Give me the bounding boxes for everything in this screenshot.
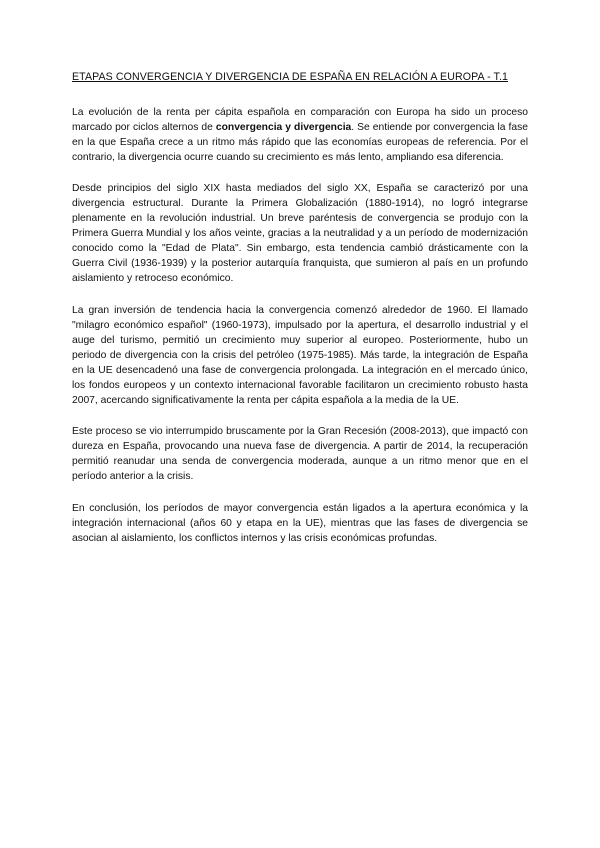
paragraph-great-recession: Este proceso se vio interrumpido bruscamente por la Gran Recesión (2008-2013), que impactó con dureza en España, provocando una nueva fase de divergencia. A partir de 2014, la recuperación permitió reanudar una senda de convergencia moderada, aunque a un ritmo menor que en el período anterior a la crisis.	[72, 426, 528, 483]
paragraph-intro-text-end: . Se entiende por convergencia la fase en la que España crece a un ritmo más rápido que las economías europeas de referencia. Por el contrario, la divergencia ocurre cuando su crecimiento es más lento, ampliando esa diferencia.	[72, 121, 528, 163]
paragraph-convergence-1960: La gran inversión de tendencia hacia la convergencia comenzó alrededor de 1960. El llamado "milagro económico español" (1960-1973), impulsado por la apertura, el desarrollo industrial y el auge del turismo, permitió un crecimiento muy superior al europeo. Posteriormente, hubo un periodo de divergencia con la crisis del petróleo (1975-1985). Más tarde, la integración de España en la UE desencadenó una fase de convergencia prolongada. La integración en el mercado único, los fondos europeos y un contexto internacional favorable facilitaron un crecimiento robusto hasta 2007, acercando significativamente la renta per cápita española a la media de la UE.	[72, 304, 528, 407]
paragraph-intro-text-start: La evolución de la renta per cápita española en comparación con Europa ha sido un proceso marcado por ciclos alternos de	[72, 106, 528, 133]
paragraph-intro-bold-terms: convergencia y divergencia	[215, 121, 352, 133]
document-title: ETAPAS CONVERGENCIA Y DIVERGENCIA DE ESPAÑA EN RELACIÓN A EUROPA - T.1	[72, 71, 508, 83]
paragraph-intro	[72, 105, 528, 165]
document-body	[72, 70, 528, 562]
paragraph-conclusion: En conclusión, los períodos de mayor convergencia están ligados a la apertura económica y la integración internacional (años 60 y etapa en la UE), mientras que las fases de divergencia se asocian al aislamiento, los conflictos internos y las crisis económicas profundas.	[72, 502, 528, 544]
paragraph-historical-divergence: Desde principios del siglo XIX hasta mediados del siglo XX, España se caracterizó por una divergencia estructural. Durante la Primera Globalización (1880-1914), no logró integrarse plenamente en la revolución industrial. Un breve paréntesis de convergencia se produjo con la Primera Guerra Mundial y los años veinte, gracias a la neutralidad y a un período de modernización conocido como la "Edad de Plata". Sin embargo, esta tendencia cambió drásticamente con la Guerra Civil (1936-1939) y la posterior autarquía franquista, que sumieron al país en un profundo aislamiento y retroceso económico.	[72, 182, 528, 285]
